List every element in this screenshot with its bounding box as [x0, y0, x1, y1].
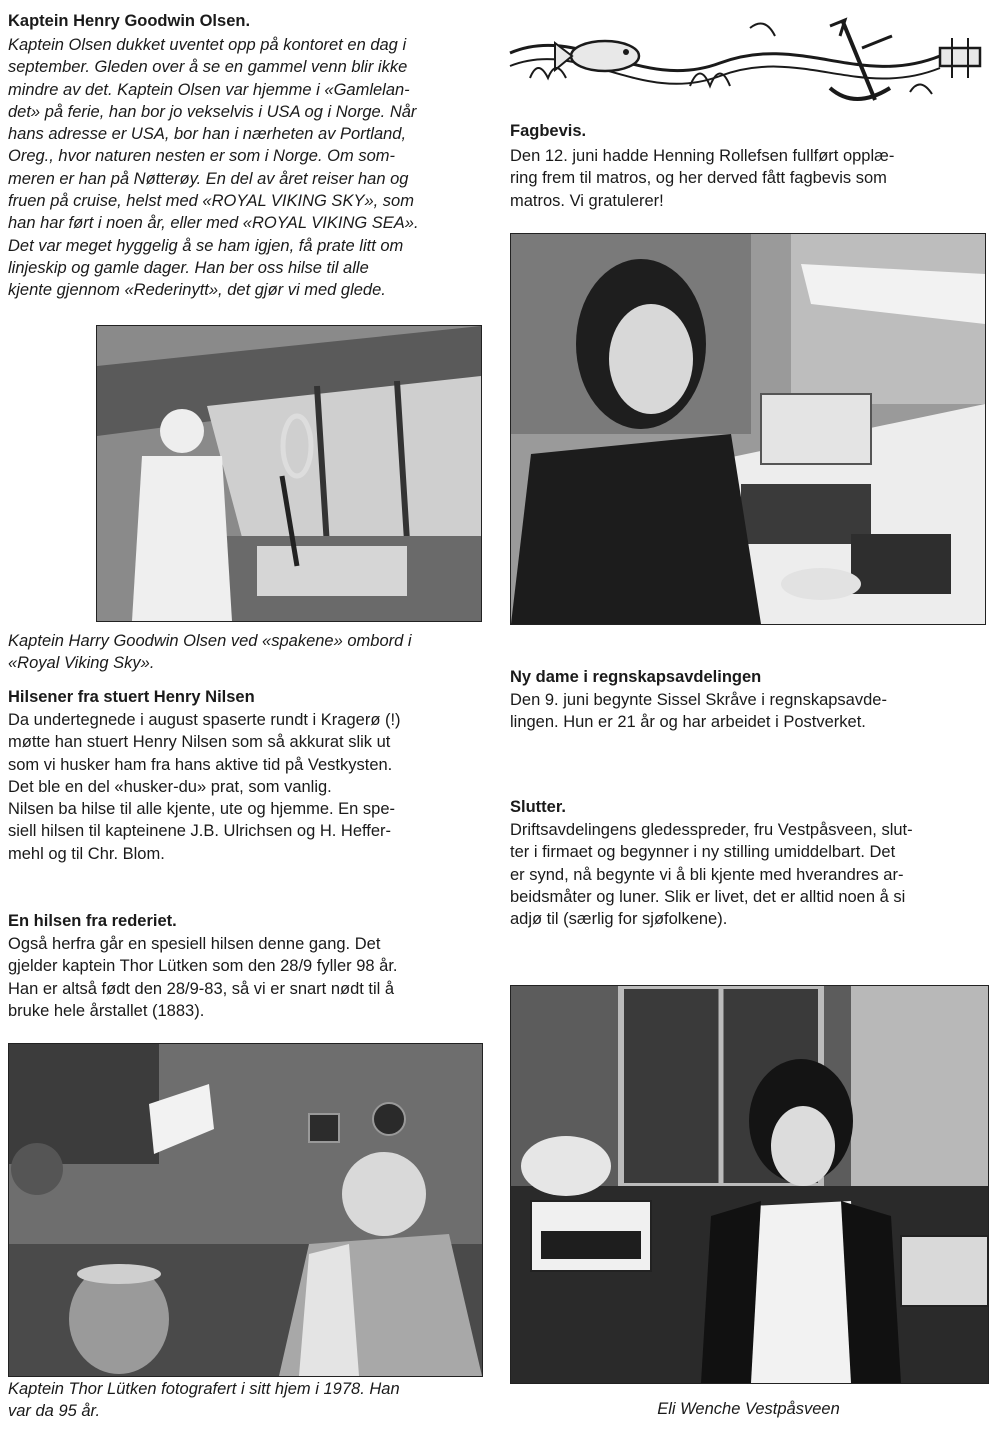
body-nilsen [8, 709, 486, 865]
text-line: han har ført i noen år, eller med «ROYAL VIKING SEA». [8, 214, 419, 233]
text-line: matros. Vi gratulerer! [510, 191, 664, 210]
photo-eli-wenche-office [510, 985, 989, 1384]
text-line: mindre av det. Kaptein Olsen var hjemme i «Gamlelan- [8, 80, 410, 99]
text-line: Den 12. juni hadde Henning Rollefsen fullført opplæ- [510, 147, 895, 165]
photo-captain-olsen-bridge [96, 325, 482, 622]
text-line: Nilsen ba hilse til alle kjente, ute og hjemme. En spe- [8, 800, 396, 819]
article-rederiet [8, 910, 486, 1022]
heading-olsen: Kaptein Henry Goodwin Olsen. [8, 12, 251, 30]
photo-woman-at-computer [510, 233, 986, 625]
text-line: beidsmåter og luner. Slik er livet, det er alltid noen å si [510, 887, 906, 906]
text-line: fruen på cruise, helst med «ROYAL VIKING SKY», som [8, 192, 414, 211]
text-line: bruke hele årstallet (1883). [8, 1001, 205, 1020]
text-line: Den 9. juni begynte Sissel Skråve i regnskapsavde- [510, 691, 887, 709]
text-line: Det ble en del «husker-du» prat, som vanlig. [8, 777, 332, 796]
body-slutter [510, 819, 990, 930]
body-fagbevis [510, 145, 990, 212]
text-line: gjelder kaptein Thor Lütken som den 28/9 fyller 98 år. [8, 957, 398, 976]
heading-fagbevis: Fagbevis. [510, 122, 587, 140]
caption-line: «Royal Viking Sky». [8, 654, 155, 673]
article-fagbevis [510, 120, 990, 212]
text-line: møtte han stuert Henry Nilsen som så akkurat slik ut [8, 733, 391, 752]
text-line: Da undertegnede i august spaserte rundt i Kragerø (!) [8, 711, 401, 729]
caption-line: Eli Wenche Vestpåsveen [657, 1400, 840, 1418]
body-nydame [510, 689, 990, 734]
text-line: Kaptein Olsen dukket uventet opp på kontoret en dag i [8, 36, 407, 54]
caption-line: var da 95 år. [8, 1402, 101, 1421]
text-line: Han er altså født den 28/9-83, så vi er snart nødt til å [8, 979, 395, 998]
article-olsen [8, 10, 486, 302]
heading-slutter: Slutter. [510, 798, 566, 816]
text-line: lingen. Hun er 21 år og har arbeidet i Postverket. [510, 713, 866, 732]
heading-nilsen: Hilsener fra stuert Henry Nilsen [8, 688, 255, 706]
body-olsen [8, 34, 486, 302]
text-line: september. Gleden over å se en gammel venn blir ikke [8, 58, 408, 77]
text-line: er synd, nå begynte vi å bli kjente med hverandres ar- [510, 865, 904, 884]
text-line: Det var meget hyggelig å se ham igjen, få prate litt om [8, 236, 404, 255]
article-nilsen [8, 686, 486, 865]
text-line: det» på ferie, han bor jo vekselvis i USA og i Norge. Når [8, 102, 417, 121]
text-line: Driftsavdelingens gledesspreder, fru Vestpåsveen, slut- [510, 821, 913, 839]
photo-captain-lutken-home [8, 1043, 483, 1377]
text-line: Også herfra går en spesiell hilsen denne gang. Det [8, 935, 381, 953]
heading-rederiet: En hilsen fra rederiet. [8, 912, 177, 930]
text-line: ring frem til matros, og her derved fått fagbevis som [510, 169, 887, 188]
text-line: adjø til (særlig for sjøfolkene). [510, 910, 728, 929]
article-nydame [510, 666, 990, 734]
text-line: kjente gjennom «Rederinytt», det gjør vi med glede. [8, 281, 386, 300]
text-line: mehl og til Chr. Blom. [8, 844, 165, 863]
heading-nydame: Ny dame i regnskapsavdelingen [510, 668, 762, 686]
caption-line: Kaptein Harry Goodwin Olsen ved «spakene» ombord i [8, 632, 412, 650]
caption-vestpasveen [510, 1398, 987, 1420]
text-line: Oreg., hvor naturen nesten er som i Norge. Om som- [8, 147, 395, 166]
text-line: hans adresse er USA, bor han i nærheten av Portland, [8, 125, 407, 144]
article-slutter [510, 796, 990, 930]
caption-line: Kaptein Thor Lütken fotografert i sitt hjem i 1978. Han [8, 1380, 400, 1398]
text-line: meren er han på Nøtterøy. En del av året reiser han og [8, 169, 409, 188]
body-rederiet [8, 933, 486, 1022]
caption-olsen [8, 630, 486, 675]
text-line: som vi husker ham fra hans aktive tid på Vestkysten. [8, 755, 393, 774]
text-line: linjeskip og gamle dager. Han ber oss hilse til alle [8, 258, 369, 277]
text-line: ter i firmaet og begynner i ny stilling umiddelbart. Det [510, 843, 896, 862]
text-line: siell hilsen til kapteinene J.B. Ulrichsen og H. Heffer- [8, 822, 392, 841]
nautical-ornament-icon [500, 8, 992, 108]
caption-lutken [8, 1378, 486, 1423]
